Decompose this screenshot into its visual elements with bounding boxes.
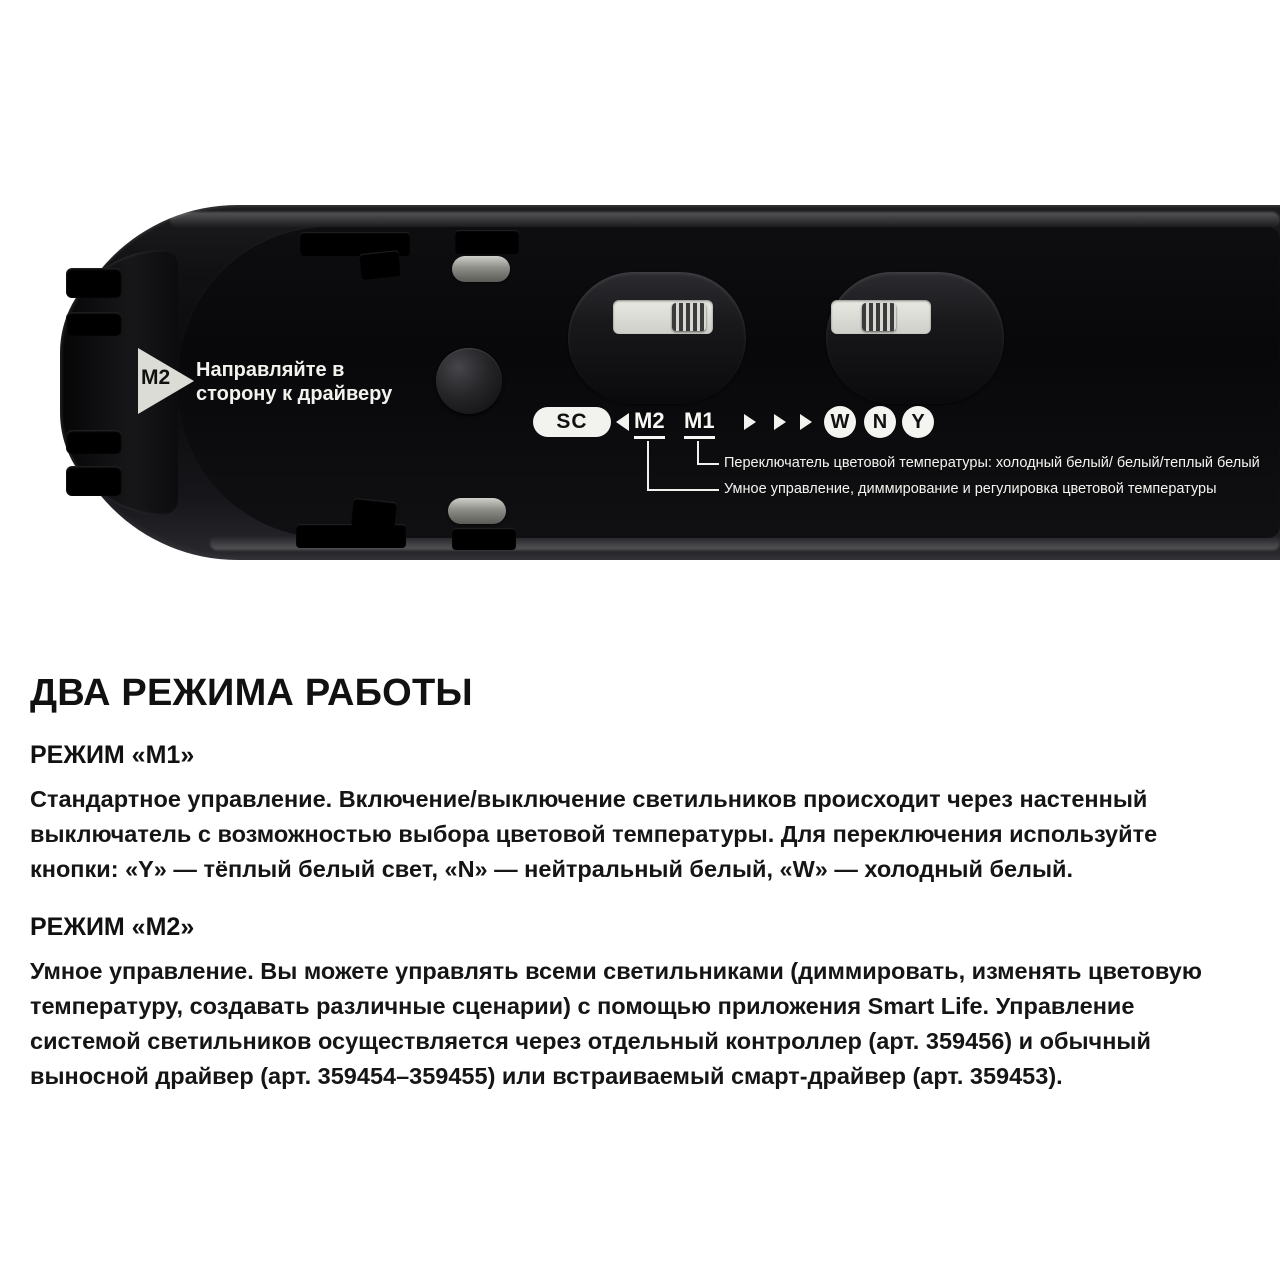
mode-label-m1: M1 [684, 408, 715, 439]
round-push-button[interactable] [436, 348, 502, 414]
callout-leader [647, 489, 719, 491]
cct-button-y[interactable]: Y [902, 406, 934, 438]
switch-housing-cct [826, 272, 1004, 404]
endcap-slot [66, 268, 122, 298]
section-paragraph-m2: Умное управление. Вы можете управлять всеми светильниками (диммировать, изменять цветовую температуру, создавать различные сценарии) с помощью приложения Smart Life. Управление системой светильников осуществляется через отдельный контроллер (арт. 359456) и обычный выносной драйвер (арт. 359454–359455) или встраиваемый смарт-драйвер (арт. 359453). [30, 958, 1202, 1089]
endcap-slot [66, 430, 122, 454]
mount-pad [455, 230, 519, 254]
description-block [0, 640, 1280, 1120]
cct-button-w[interactable]: W [824, 406, 856, 438]
callout-leader [697, 441, 699, 465]
cct-button-n[interactable]: N [864, 406, 896, 438]
section-heading-m1: РЕЖИМ «M1» [30, 741, 195, 769]
dip-switch-knob-smart[interactable] [672, 303, 706, 331]
arrow-instruction-text: Направляйте в сторону к драйверу [196, 359, 393, 405]
callout-color-temperature: Переключатель цветовой температуры: холодный белый/ белый/теплый белый [724, 455, 1260, 471]
triangle-right-icon [744, 414, 756, 430]
metal-clip [448, 498, 506, 524]
dip-switch-knob-cct[interactable] [862, 303, 896, 331]
callout-smart-control: Умное управление, диммирование и регулировка цветовой температуры [724, 481, 1217, 497]
mount-pad [359, 250, 401, 280]
triangle-right-icon [800, 414, 812, 430]
page-title: ДВА РЕЖИМА РАБОТЫ [30, 672, 473, 714]
endcap-slot [66, 312, 122, 336]
endcap-slot [66, 466, 122, 496]
triangle-left-icon [616, 413, 629, 431]
mount-pad [452, 528, 516, 550]
section-heading-m2: РЕЖИМ «M2» [30, 913, 195, 941]
mode-label-m2: M2 [634, 408, 665, 439]
arrow-badge-label: M2 [141, 366, 171, 389]
triangle-right-icon [774, 414, 786, 430]
sc-label: SC [533, 407, 611, 437]
section-paragraph-m1: Стандартное управление. Включение/выключение светильников происходит через настенный выключатель с возможностью выбора цветовой температуры. Для переключения используйте кнопки: «Y» — тёплый белый свет, «N» — нейтральный белый, «W» — холодный белый. [30, 786, 1158, 882]
callout-leader [697, 463, 719, 465]
metal-clip [452, 256, 510, 282]
mount-pad [351, 498, 398, 530]
switch-housing-smart [568, 272, 746, 404]
callout-leader [647, 441, 649, 489]
